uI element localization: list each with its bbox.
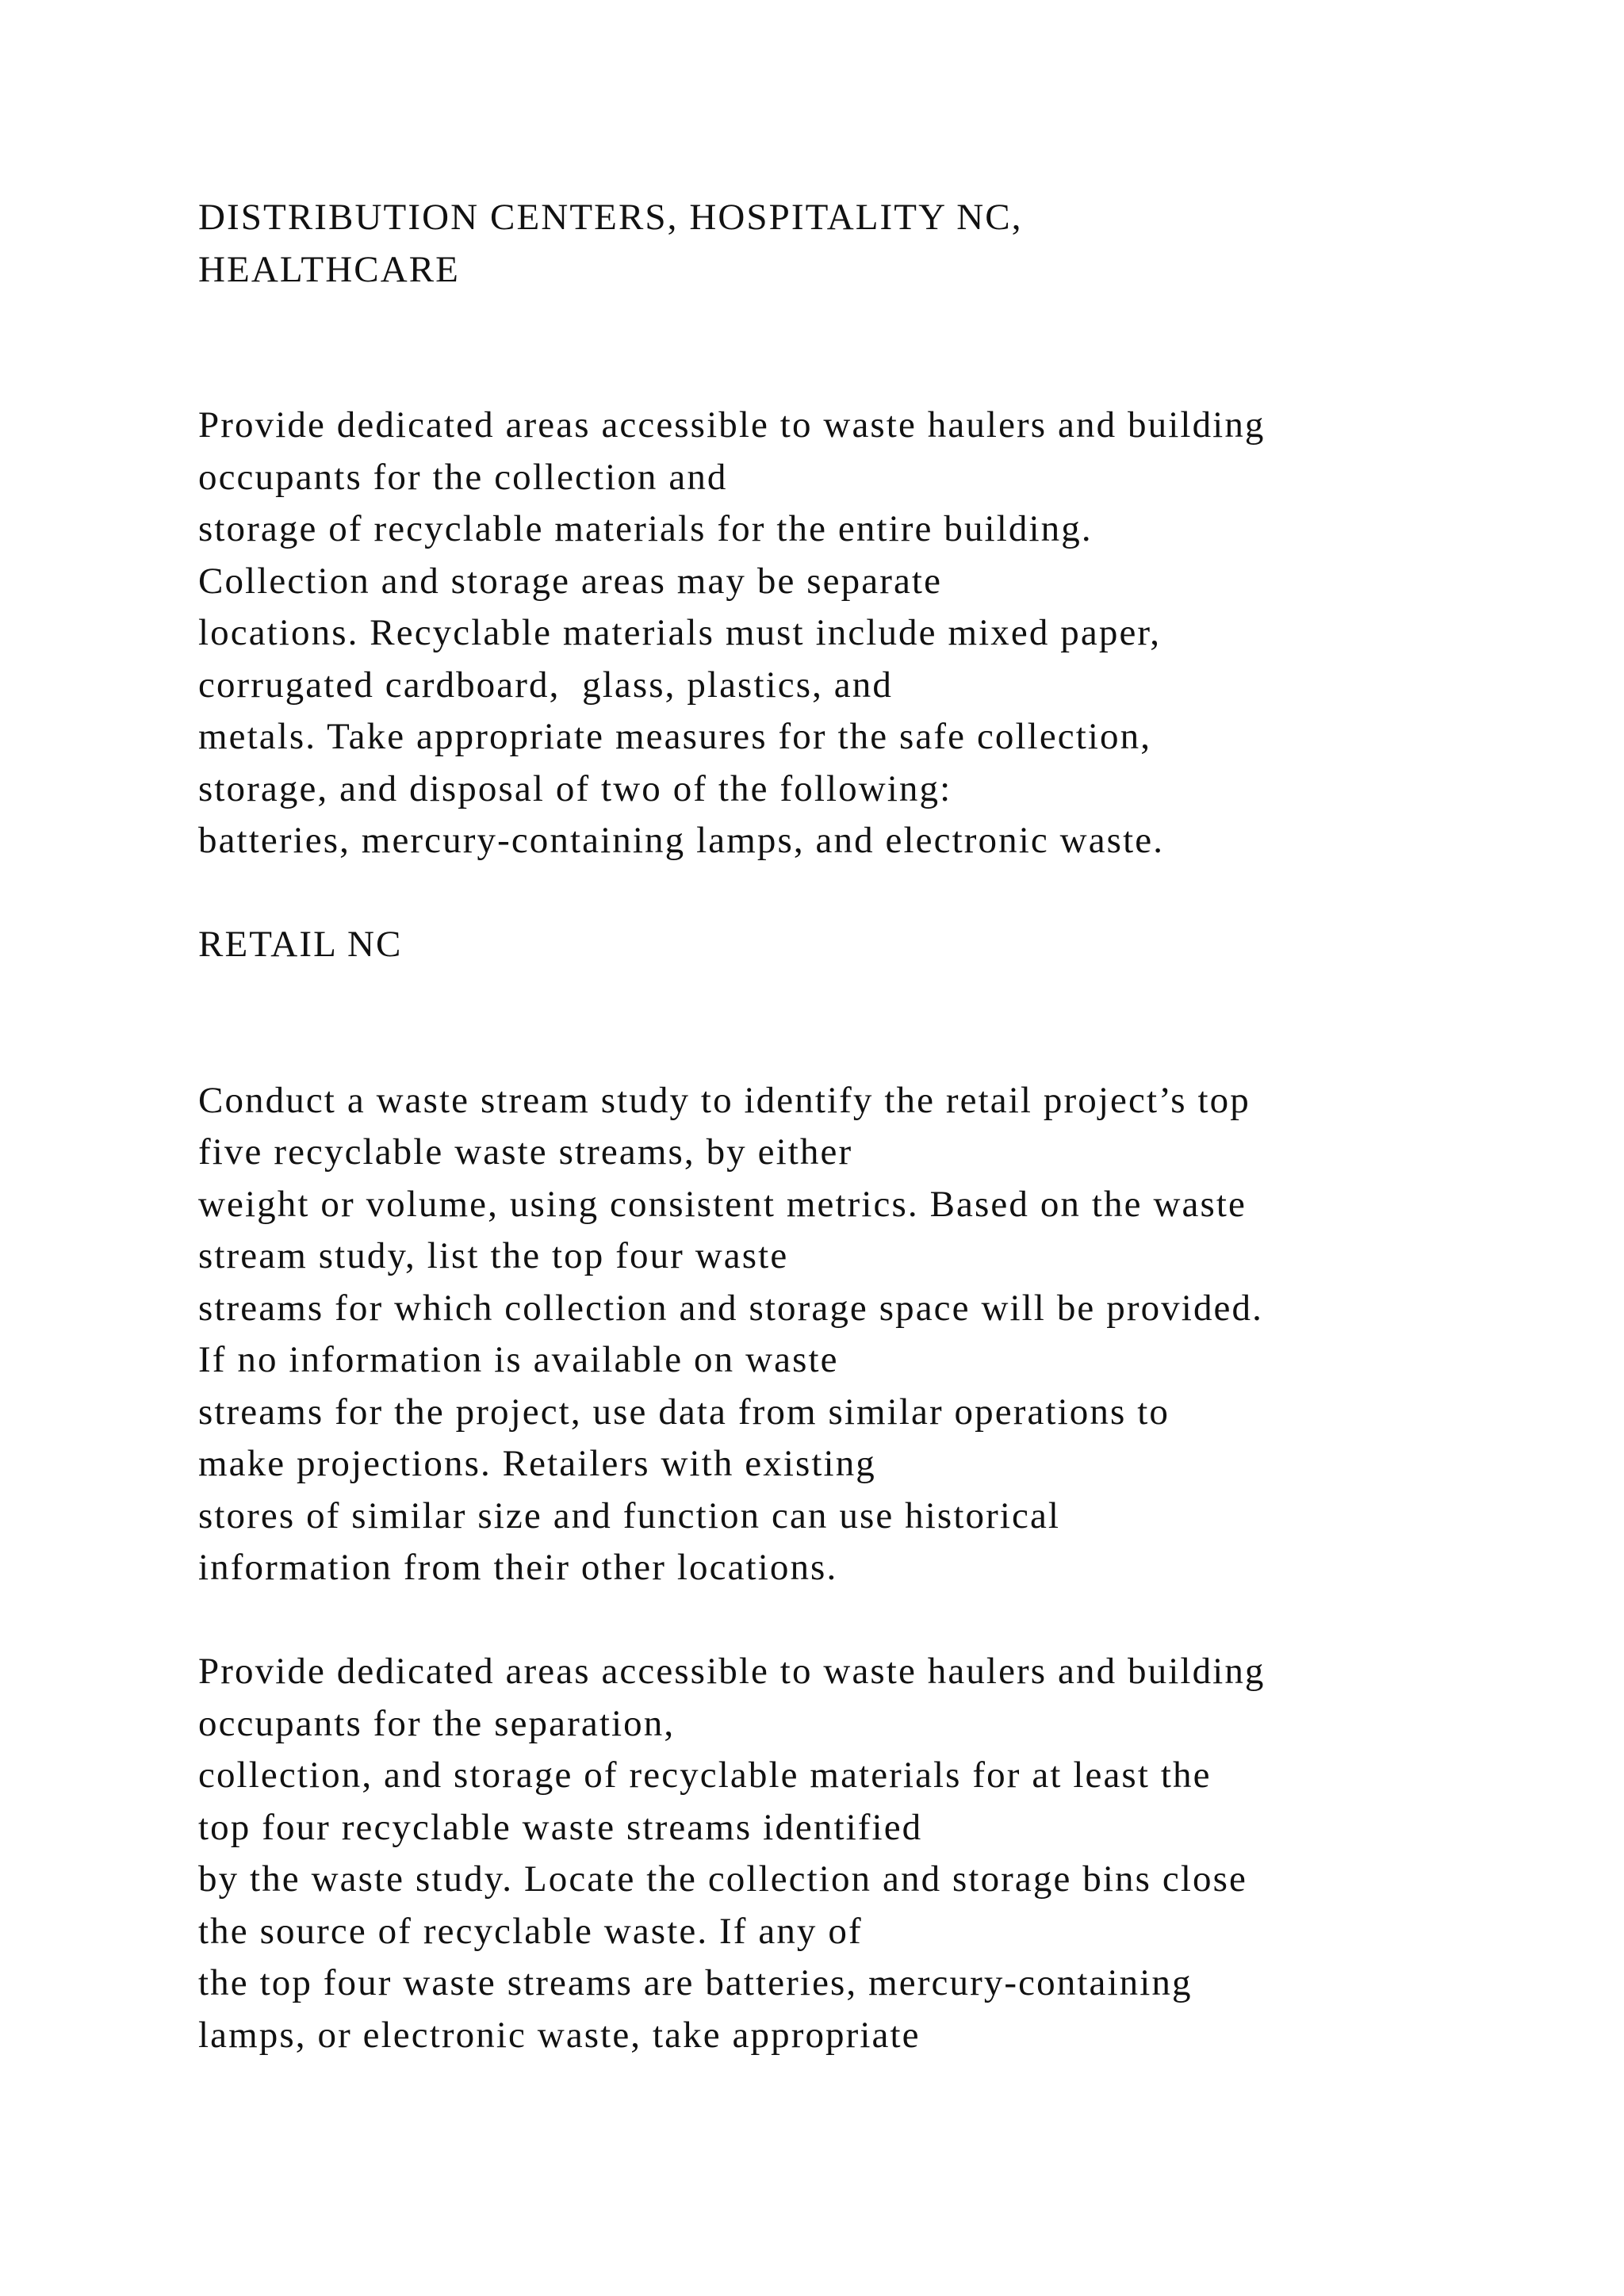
heading-line: RETAIL NC — [198, 924, 403, 965]
paragraph-waste-stream-study — [198, 1075, 1546, 1594]
paragraph-line: the top four waste streams are batteries, mercury-containing — [198, 1962, 1193, 2003]
blank-line — [198, 1594, 1546, 1647]
document-body — [198, 192, 1546, 2061]
paragraph-line: If no information is available on waste — [198, 1339, 839, 1380]
paragraph-line: lamps, or electronic waste, take appropriate — [198, 2014, 921, 2056]
paragraph-line: occupants for the separation, — [198, 1702, 676, 1744]
heading-line: DISTRIBUTION CENTERS, HOSPITALITY NC, — [198, 197, 1023, 238]
paragraph-line: five recyclable waste streams, by either — [198, 1131, 853, 1173]
paragraph-line: information from their other locations. — [198, 1547, 838, 1588]
blank-line — [198, 1023, 1546, 1075]
heading-line: HEALTHCARE — [198, 248, 460, 290]
blank-line — [198, 296, 1546, 348]
paragraph-line: by the waste study. Locate the collection and storage bins close — [198, 1858, 1247, 1900]
paragraph-line: stream study, list the top four waste — [198, 1235, 789, 1276]
paragraph-dedicated-areas — [198, 400, 1546, 867]
paragraph-line: Provide dedicated areas accessible to waste haulers and building — [198, 1651, 1266, 1692]
blank-line — [198, 348, 1546, 400]
paragraph-line: occupants for the collection and — [198, 456, 728, 498]
paragraph-line: locations. Recyclable materials must include mixed paper, — [198, 612, 1162, 653]
paragraph-line: metals. Take appropriate measures for the safe collection, — [198, 716, 1152, 757]
heading-distribution-centers — [198, 192, 1546, 296]
heading-retail-nc — [198, 919, 1546, 971]
paragraph-line: streams for the project, use data from similar operations to — [198, 1391, 1170, 1433]
blank-line — [198, 971, 1546, 1024]
paragraph-line: batteries, mercury-containing lamps, and electronic waste. — [198, 820, 1165, 861]
paragraph-line: storage of recyclable materials for the entire building. — [198, 508, 1093, 549]
blank-line — [198, 867, 1546, 920]
paragraph-line: the source of recyclable waste. If any of — [198, 1910, 863, 1952]
paragraph-line: Conduct a waste stream study to identify the retail project’s top — [198, 1079, 1251, 1121]
paragraph-line: stores of similar size and function can use historical — [198, 1494, 1061, 1536]
paragraph-line: collection, and storage of recyclable materials for at least the — [198, 1755, 1212, 1796]
paragraph-line: streams for which collection and storage space will be provided. — [198, 1287, 1263, 1329]
paragraph-retail-dedicated-areas — [198, 1646, 1546, 2061]
paragraph-line: top four recyclable waste streams identified — [198, 1806, 923, 1848]
paragraph-line: make projections. Retailers with existing — [198, 1443, 876, 1484]
paragraph-line: weight or volume, using consistent metrics. Based on the waste — [198, 1183, 1247, 1225]
paragraph-line: Provide dedicated areas accessible to waste haulers and building — [198, 404, 1266, 446]
paragraph-line: Collection and storage areas may be separate — [198, 560, 943, 602]
paragraph-line: corrugated cardboard, glass, plastics, and — [198, 664, 893, 706]
paragraph-line: storage, and disposal of two of the following: — [198, 767, 952, 809]
